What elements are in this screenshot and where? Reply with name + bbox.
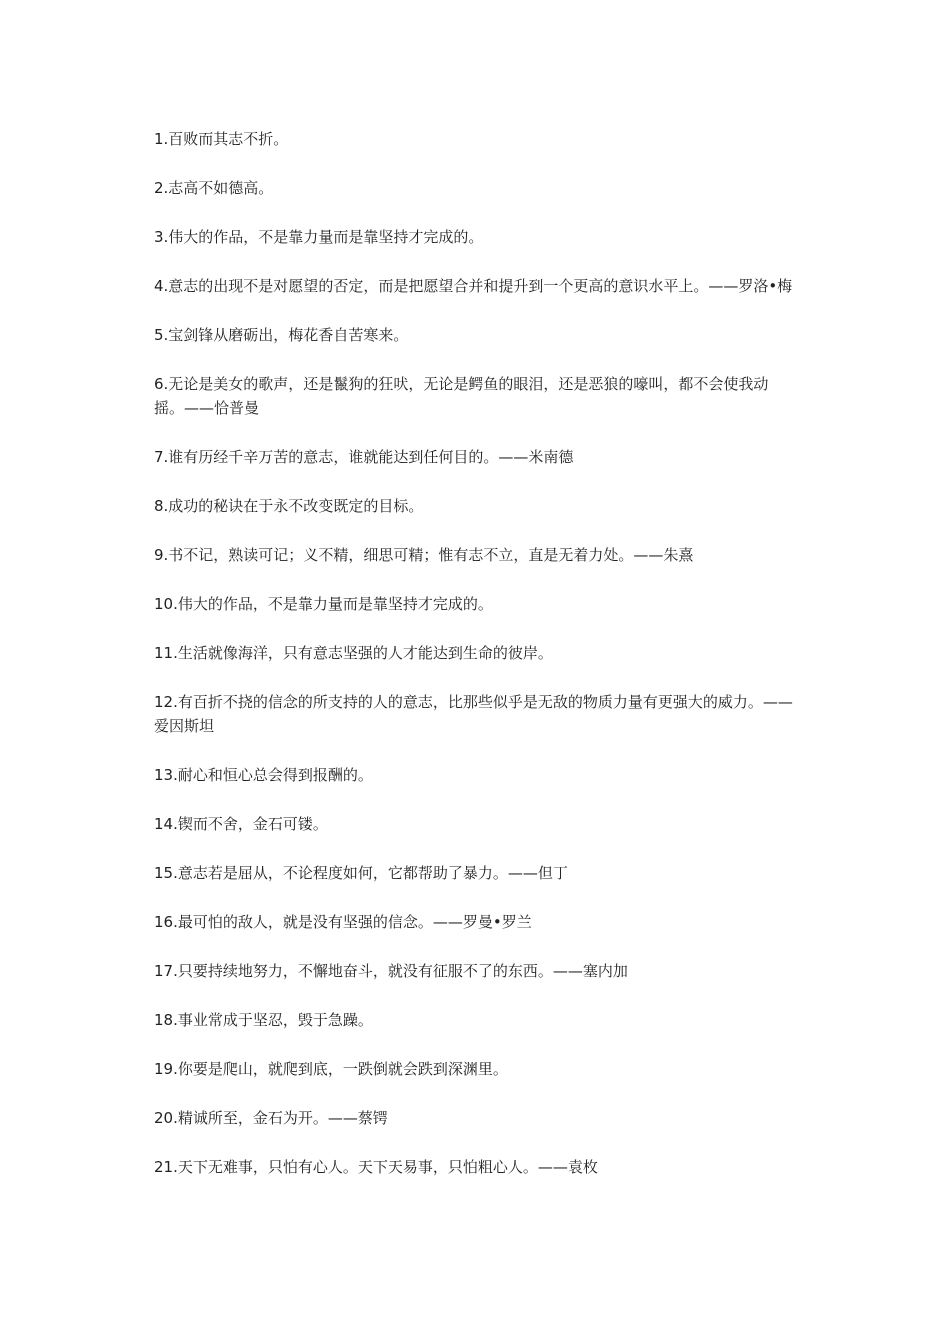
quote-4: 4.意志的出现不是对愿望的否定，而是把愿望合并和提升到一个更高的意识水平上。——罗洛•梅 xyxy=(154,277,793,295)
quote-2: 2.志高不如德高。 xyxy=(154,179,274,197)
quote-11: 11.生活就像海洋，只有意志坚强的人才能达到生命的彼岸。 xyxy=(154,644,553,662)
quote-9: 9.书不记，熟读可记；义不精，细思可精；惟有志不立，直是无着力处。——朱熹 xyxy=(154,546,694,564)
quote-3: 3.伟大的作品，不是靠力量而是靠坚持才完成的。 xyxy=(154,228,484,246)
quote-20: 20.精诚所至，金石为开。——蔡锷 xyxy=(154,1109,388,1127)
quote-6: 6.无论是美女的歌声，还是鬣狗的狂吠，无论是鳄鱼的眼泪，还是恶狼的嚎叫，都不会使我动摇。——恰普曼 xyxy=(154,375,769,417)
quote-15: 15.意志若是屈从，不论程度如何，它都帮助了暴力。——但丁 xyxy=(154,864,568,882)
quote-5: 5.宝剑锋从磨砺出，梅花香自苦寒来。 xyxy=(154,326,409,344)
document-body xyxy=(154,127,794,1204)
quote-1: 1.百败而其志不折。 xyxy=(154,130,289,148)
quote-14: 14.锲而不舍，金石可镂。 xyxy=(154,815,328,833)
quote-21: 21.天下无难事，只怕有心人。天下天易事，只怕粗心人。——袁枚 xyxy=(154,1158,598,1176)
quote-19: 19.你要是爬山，就爬到底，一跌倒就会跌到深渊里。 xyxy=(154,1060,508,1078)
quote-8: 8.成功的秘诀在于永不改变既定的目标。 xyxy=(154,497,424,515)
quote-12: 12.有百折不挠的信念的所支持的人的意志，比那些似乎是无敌的物质力量有更强大的威力。——爱因斯坦 xyxy=(154,693,793,735)
quote-10: 10.伟大的作品，不是靠力量而是靠坚持才完成的。 xyxy=(154,595,493,613)
quote-17: 17.只要持续地努力，不懈地奋斗，就没有征服不了的东西。——塞内加 xyxy=(154,962,628,980)
quote-13: 13.耐心和恒心总会得到报酬的。 xyxy=(154,766,373,784)
quote-18: 18.事业常成于坚忍，毁于急躁。 xyxy=(154,1011,373,1029)
quote-7: 7.谁有历经千辛万苦的意志，谁就能达到任何目的。——米南德 xyxy=(154,448,574,466)
quote-16: 16.最可怕的敌人，就是没有坚强的信念。——罗曼•罗兰 xyxy=(154,913,532,931)
